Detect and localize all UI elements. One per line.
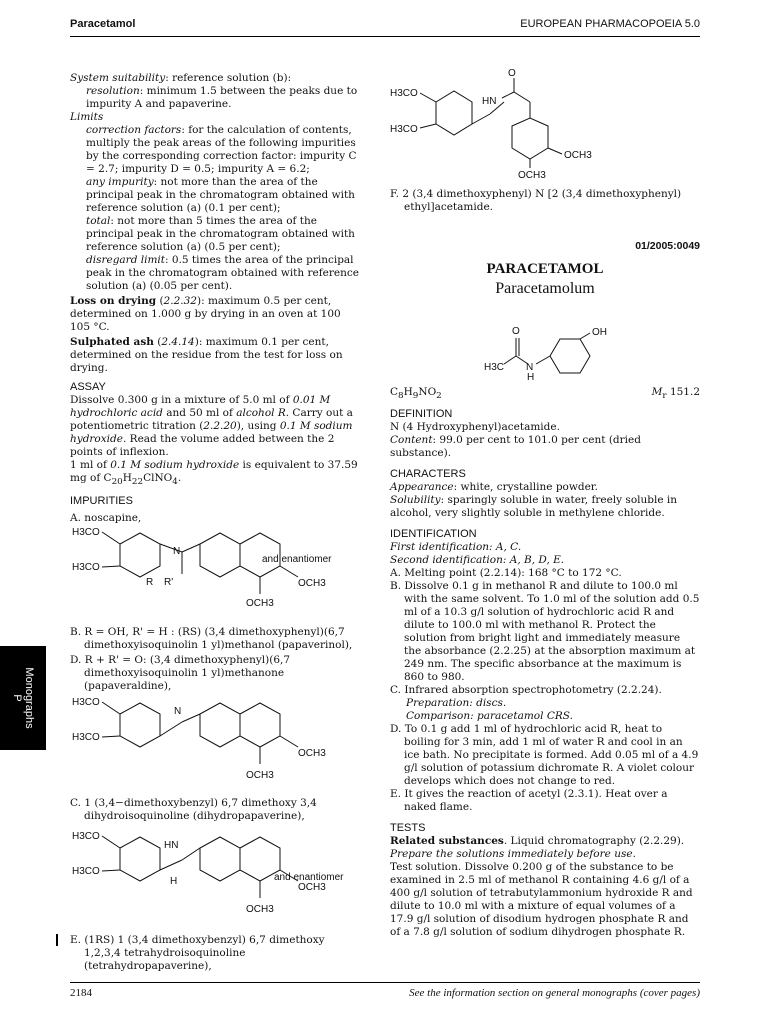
any-impurity-label: any impurity xyxy=(86,176,154,188)
loss-on-drying-ref: 2.2.32 xyxy=(163,295,197,307)
svg-text:OCH3: OCH3 xyxy=(246,904,274,915)
definition-name: N (4 Hydroxyphenyl)acetamide. xyxy=(390,421,560,433)
side-tab-letter: P xyxy=(11,694,23,702)
right-column xyxy=(390,188,700,295)
impurity-f-structure xyxy=(390,68,700,186)
latin-name: Paracetamolum xyxy=(495,280,595,297)
first-identification: First identification: A, C. xyxy=(390,541,522,553)
monograph-code: 01/2005:0049 xyxy=(635,240,700,252)
footer-note: See the information section on general monographs (cover pages) xyxy=(409,987,700,999)
any-impurity-text: : not more than the area of the principal peak in the chromatogram obtained with reference solution (a) (0.1 per cent); xyxy=(86,176,355,214)
formula-line xyxy=(390,386,700,400)
impurity-b-structure xyxy=(70,522,360,622)
impurity-e-structure xyxy=(70,826,360,926)
assay-paragraph: Dissolve 0.300 g in a mixture of 5.0 ml of 0.01 M hydrochloric acid and 50 ml of alcohol R. Carry out a potentiometric titration (2.2.20), using 0.1 M sodium hydroxide. Read the volume added between the 2 points of inflexion. xyxy=(70,394,353,458)
svg-text:H3CO: H3CO xyxy=(72,831,100,842)
identification-heading: IDENTIFICATION xyxy=(390,528,477,540)
identification-d: D. To 0.1 g add 1 ml of hydrochloric acid R, heat to boiling for 3 min, add 1 ml of water R and cool in an ice bath. No precipitate is formed. Add 0.05 ml of a 4.9 g/l solution of potassium dichromate R. A violet colour develops which does not change to red. xyxy=(390,723,699,787)
content-text: : 99.0 per cent to 101.0 per cent (dried substance). xyxy=(390,434,641,459)
impurity-c-text xyxy=(70,797,360,823)
sulphated-ash-text: : maximum 0.1 per cent, determined on the residue from the test for loss on drying. xyxy=(70,336,343,374)
header-rule xyxy=(70,36,700,37)
svg-text:R': R' xyxy=(164,577,174,588)
identification-a: A. Melting point (2.2.14): 168 °C to 172 °C. xyxy=(390,567,622,579)
appearance-label: Appearance xyxy=(390,481,454,493)
svg-text:OCH3: OCH3 xyxy=(518,170,546,181)
running-head-title: Paracetamol xyxy=(70,18,136,30)
assay-heading: ASSAY xyxy=(70,381,106,393)
svg-text:H3CO: H3CO xyxy=(72,527,100,538)
monograph-title: PARACETAMOL xyxy=(486,261,604,277)
second-identification: Second identification: A, B, D, E. xyxy=(390,554,565,566)
assay-equivalence: 1 ml of 0.1 M sodium hydroxide is equivalent to 37.59 mg of $C_{20}H_{22}ClNO_4$. xyxy=(70,459,358,488)
right-column-body xyxy=(390,386,700,939)
molecular-formula: $C_8H_9NO_2$ xyxy=(390,386,442,402)
svg-text:OCH3: OCH3 xyxy=(564,150,592,161)
comparison-note: Comparison: paracetamol CRS. xyxy=(406,710,573,722)
sulphated-ash-ref: 2.4.14 xyxy=(161,336,195,348)
footer-rule xyxy=(70,982,700,983)
paracetamol-structure xyxy=(470,320,640,382)
disregard-label: disregard limit xyxy=(86,254,166,266)
svg-text:OCH3: OCH3 xyxy=(246,770,274,781)
disregard-text: : 0.5 times the area of the principal peak in the chromatogram obtained with reference solution (a) (0.05 per cent). xyxy=(86,254,359,292)
prepare-note: Prepare the solutions immediately before use. xyxy=(390,848,636,860)
svg-text:and enantiomer: and enantiomer xyxy=(262,554,332,565)
identification-c: C. Infrared absorption spectrophotometry (2.2.24). xyxy=(390,684,662,696)
svg-text:O: O xyxy=(508,68,516,79)
svg-text:H: H xyxy=(527,372,535,382)
svg-text:H3CO: H3CO xyxy=(72,732,100,743)
total-label: total xyxy=(86,215,111,227)
impurities-heading: IMPURITIES xyxy=(70,495,133,508)
svg-text:and enantiomer: and enantiomer xyxy=(274,872,344,883)
impurity-e-label: E. (1RS) 1 (3,4 dimethoxybenzyl) 6,7 dimethoxy 1,2,3,4 tetrahydroisoquinoline (tetrahydropapaverine), xyxy=(70,934,325,972)
change-bar xyxy=(56,934,58,946)
running-head-publication: EUROPEAN PHARMACOPOEIA 5.0 xyxy=(520,18,700,30)
suitability-text: : reference solution (b): xyxy=(165,72,292,84)
impurity-b-label: B. R = OH, R' = H : (RS) (3,4 dimethoxyphenyl)(6,7 dimethoxyisoquinolin 1 yl)methanol (papaverinol), xyxy=(70,626,353,651)
solubility-label: Solubility xyxy=(390,494,441,506)
related-substances-label: Related substances xyxy=(390,835,504,847)
suitability-label: System suitability xyxy=(70,72,166,84)
svg-text:HN: HN xyxy=(482,96,497,107)
monographs-side-tab xyxy=(0,646,46,750)
test-solution: Test solution. Dissolve 0.200 g of the substance to be examined in 2.5 ml of methanol R containing 4.6 g/l of a 400 g/l solution of tetrabutylammonium hydroxide R and dilute to 10.0 ml with a mixture of equal volumes of a 17.9 g/l solution of disodium hydrogen phosphate R and of a 7.8 g/l solution of sodium dihydrogen phosphate R. xyxy=(390,861,693,938)
svg-text:N: N xyxy=(173,546,181,557)
svg-text:OCH3: OCH3 xyxy=(298,578,326,589)
svg-text:H3CO: H3CO xyxy=(72,562,100,573)
svg-text:O: O xyxy=(512,326,520,337)
identification-b: B. Dissolve 0.1 g in methanol R and dilute to 100.0 ml with the same solvent. To 1.0 ml of the solution add 0.5 ml of a 10.3 g/l solution of hydrochloric acid R and dilute to 100.0 ml with methanol R. Protect the solution from bright light and immediately measure the absorbance (2.2.25) at the absorption maximum at 249 nm. The specific absorbance at the maximum is 860 to 980. xyxy=(390,580,700,683)
svg-text:N: N xyxy=(174,706,182,717)
svg-text:OCH3: OCH3 xyxy=(246,598,274,609)
impurity-a-label: A. noscapine, xyxy=(70,512,142,525)
loss-on-drying-text: : maximum 0.5 per cent, determined on 1.000 g by drying in an oven at 100 105 °C. xyxy=(70,295,341,333)
definition-heading: DEFINITION xyxy=(390,408,453,420)
resolution-label: resolution xyxy=(86,85,140,97)
identification-e: E. It gives the reaction of acetyl (2.3.1). Heat over a naked flame. xyxy=(390,788,668,813)
svg-text:HN: HN xyxy=(164,840,179,851)
svg-text:H: H xyxy=(170,876,178,887)
loss-on-drying-label: Loss on drying xyxy=(70,295,157,307)
impurity-c-label: C. 1 (3,4−dimethoxybenzyl) 6,7 dimethoxy 3,4 dihydroisoquinoline (dihydropapaverine), xyxy=(70,797,317,822)
appearance-text: : white, crystalline powder. xyxy=(453,481,598,493)
impurity-d-label: D. R + R' = O: (3,4 dimethoxyphenyl)(6,7 dimethoxyisoquinolin 1 yl)methanone (papaveraldine), xyxy=(70,654,291,692)
svg-text:OCH3: OCH3 xyxy=(298,882,326,893)
sulphated-ash-label: Sulphated ash xyxy=(70,336,154,348)
limits-label: Limits xyxy=(70,111,104,123)
svg-text:OH: OH xyxy=(592,327,607,338)
svg-text:H3CO: H3CO xyxy=(390,88,418,99)
svg-text:H3CO: H3CO xyxy=(72,866,100,877)
svg-text:H3CO: H3CO xyxy=(72,697,100,708)
impurity-c-structure xyxy=(70,692,360,790)
content-label: Content xyxy=(390,434,433,446)
left-column: System suitability: reference solution (b): resolution: minimum 1.5 between the peaks due to impurity A and papaverine. Limits correction factors: for the calculation of contents, multiply the peak areas of the following impurities by the corresponding correction factor: impurity C = 2.7; impurity D = 0.5; impurity A = 6.2; any impurity: not more than the area of the principal peak in the chromatogram obtained with reference solution (a) (0.1 per cent); total: not more than 5 times the area of the principal peak in the chromatogram obtained with reference solution (a) (0.5 per cent); disregard limit: 0.5 times the area of the principal peak in the chromatogram obtained with reference solution (a) (0.05 per cent). Loss on drying (2.2.32): maximum 0.5 per cent, determined on 1.000 g by drying in an oven at 100 105 °C. Sulphated ash (2.4.14): maximum 0.1 per cent, determined on the residue from the test for loss on drying. ASSAY Dissolve 0.300 g in a mixture of 5.0 ml of 0.01 M hydrochloric acid and 50 ml of alcohol R. Carry out a potentiometric titration (2.2.20), using 0.1 M sodium hydroxide. Read the volume added between the 2 points of inflexion. 1 ml of 0.1 M sodium hydroxide is equivalent to 37.59 mg of $C_{20}H_{22}ClNO_4$. IMPURITIES A. noscapine, xyxy=(70,72,359,525)
molecular-mass: $M_r$ 151.2 xyxy=(651,386,700,402)
page-number: 2184 xyxy=(70,987,92,999)
related-substances-text: . Liquid chromatography (2.2.29). xyxy=(503,835,685,847)
correction-text: : for the calculation of contents, multiply the peak areas of the following impurities by the corresponding correction factor: impurity C = 2.7; impurity D = 0.5; impurity A = 6.2; xyxy=(86,124,357,175)
svg-text:H3CO: H3CO xyxy=(390,124,418,135)
svg-text:N: N xyxy=(526,362,534,373)
svg-text:H3C: H3C xyxy=(484,362,505,373)
preparation-note: Preparation: discs. xyxy=(406,697,507,709)
resolution-text: : minimum 1.5 between the peaks due to impurity A and papaverine. xyxy=(86,85,358,110)
correction-label: correction factors xyxy=(86,124,182,136)
impurity-bd-text xyxy=(70,626,360,693)
tests-heading: TESTS xyxy=(390,822,426,834)
side-tab-label: Monographs xyxy=(23,667,35,729)
solubility-text: : sparingly soluble in water, freely soluble in alcohol, very slightly soluble in methylene chloride. xyxy=(390,494,678,519)
impurity-e-text xyxy=(70,934,360,973)
impurity-f-label: F. 2 (3,4 dimethoxyphenyl) N [2 (3,4 dimethoxyphenyl) ethyl]acetamide. xyxy=(390,188,682,213)
characters-heading: CHARACTERS xyxy=(390,468,466,480)
svg-text:R: R xyxy=(146,577,154,588)
total-text: : not more than 5 times the area of the principal peak in the chromatogram obtained with reference solution (a) (0.5 per cent); xyxy=(86,215,355,253)
svg-text:OCH3: OCH3 xyxy=(298,748,326,759)
